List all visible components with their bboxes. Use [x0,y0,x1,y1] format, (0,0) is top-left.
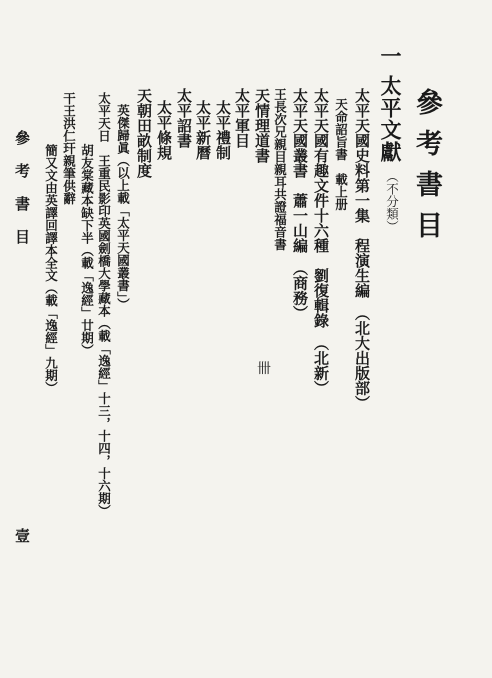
list-item: 太平條規 [155,100,173,160]
list-item: 太平禮制 [214,100,232,160]
list-item: 天命詔旨書 載上册 [333,98,349,211]
section-number: 一 [378,45,403,67]
list-item: 英傑歸眞（以上載「太平天國叢書」） [115,104,131,311]
list-item: 天情理道書 [253,88,271,163]
page-number: 壹 [13,528,31,543]
list-item: 太平詔書 [175,88,193,148]
list-item: 太平軍目 [233,88,251,148]
section-title: 太平文獻 [378,75,403,163]
list-item: 太平天國有趣文件十六種 劉復輯錄 （北新） [312,88,330,396]
list-item: 干王洪仁玕親筆供辭 [61,92,77,205]
section-note: （不分類） [384,170,400,233]
list-item: 王長次兄親目親耳共證福音書 [272,88,288,251]
list-item: 胡友棠藏本缺下半（載「逸經」廿期） [79,144,95,357]
list-item: 太平天國史料第一集 程演生編 （北大出版部） [353,88,371,411]
list-item: 太平天日 王重民影印英國劍橋大學藏本（載「逸經」十三，十四，十六期） [96,92,112,517]
list-item: 太平新曆 [194,100,212,160]
page-title: 參考書目 [411,88,442,252]
list-item: 天朝田畝制度 [135,88,153,178]
list-item: 簡又文由英譯回譯本全文（載「逸經」九期） [43,144,59,394]
running-header: 參考書目 [13,130,31,262]
list-item: 太平天國叢書 蕭一山編 （商務） [291,88,309,321]
ink-mark: 卌 [257,361,271,377]
